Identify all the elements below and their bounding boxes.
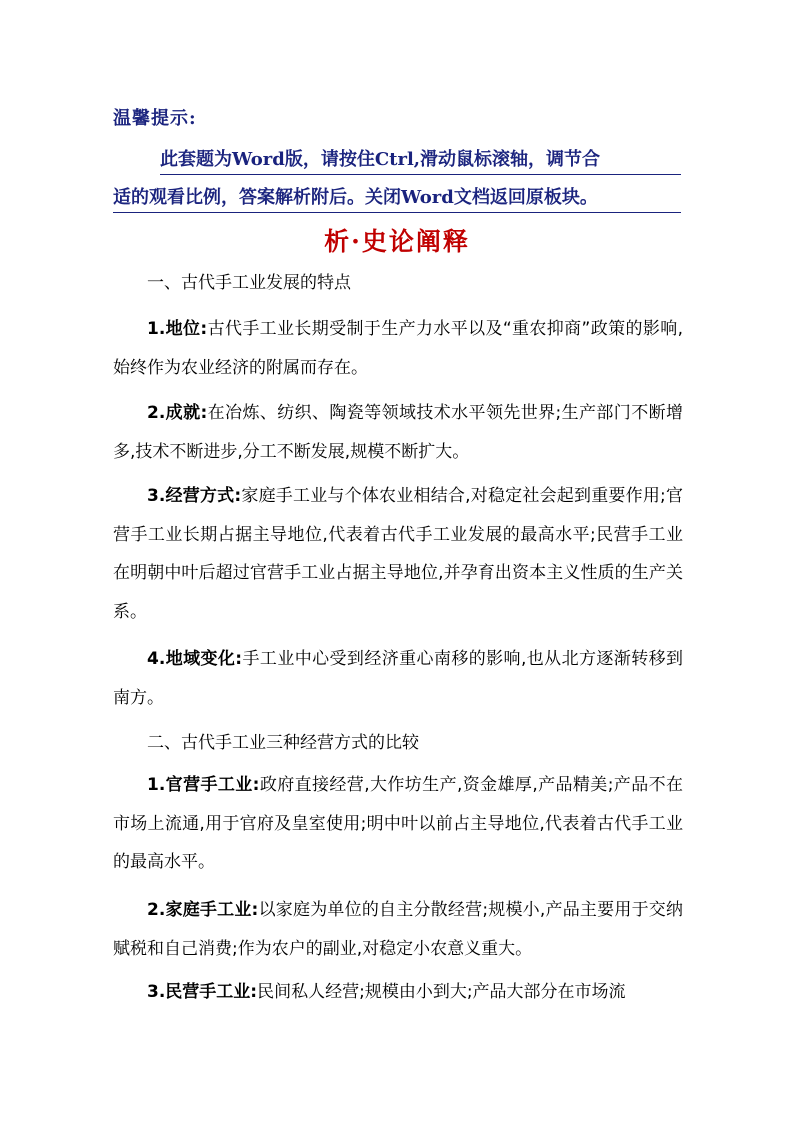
part1-item-3-label: 3.经营方式: (147, 486, 242, 506)
part2-heading: 二、古代手工业三种经营方式的比较 (147, 733, 419, 753)
part2-item-2 (113, 891, 683, 968)
part1-item-4-text: 手工业中心受到经济重心南移的影响,也从北方逐渐转移到南方。 (113, 649, 683, 708)
part1-item-4 (113, 640, 683, 717)
part1-item-2-text: 在冶炼、纺织、陶瓷等领域技术水平领先世界;生产部门不断增多,技术不断进步,分工不断发展,规模不断扩大。 (113, 403, 683, 462)
part1-item-2 (113, 394, 683, 471)
part1-item-2-label: 2.成就: (147, 403, 208, 423)
part2-item-2-text: 以家庭为单位的自主分散经营;规模小,产品主要用于交纳赋税和自己消费;作为农户的副业,对稳定小农意义重大。 (113, 900, 683, 959)
part2-item-1 (113, 766, 683, 882)
part1-item-3-text: 家庭手工业与个体农业相结合,对稳定社会起到重要作用;官营手工业长期占据主导地位,代表着古代手工业发展的最高水平;民营手工业在明朝中叶后超过官营手工业占据主导地位,并孕育出资本主义性质的生产关系。 (113, 486, 683, 622)
part2-item-3 (113, 973, 683, 1012)
section-title: 析·史论阐释 (324, 227, 470, 256)
tip-line-2: 适的观看比例，答案解析附后。关闭Word文档返回原板块。 (113, 186, 681, 213)
part2-item-3-label: 3.民营手工业: (147, 982, 258, 1002)
part2-item-3-text: 民间私人经营;规模由小到大;产品大部分在市场流 (257, 982, 626, 1002)
tip-title: 温馨提示: (113, 108, 197, 129)
part1-item-1-label: 1.地位: (147, 319, 208, 339)
part1-item-1 (113, 310, 683, 387)
part2-item-1-text: 政府直接经营,大作坊生产,资金雄厚,产品精美;产品不在市场上流通,用于官府及皇室使用;明中叶以前占主导地位,代表着古代手工业的最高水平。 (113, 775, 683, 872)
part1-item-3 (113, 477, 683, 631)
part1-item-1-text: 古代手工业长期受制于生产力水平以及“重农抑商”政策的影响,始终作为农业经济的附属而存在。 (113, 319, 683, 378)
part2-item-2-label: 2.家庭手工业: (147, 900, 259, 920)
part2-item-1-label: 1.官营手工业: (147, 775, 260, 795)
part1-heading: 一、古代手工业发展的特点 (147, 273, 351, 293)
tip-line-1: 此套题为Word版，请按住Ctrl,滑动鼠标滚轴，调节合 (160, 148, 681, 175)
part1-item-4-label: 4.地域变化: (147, 649, 243, 669)
